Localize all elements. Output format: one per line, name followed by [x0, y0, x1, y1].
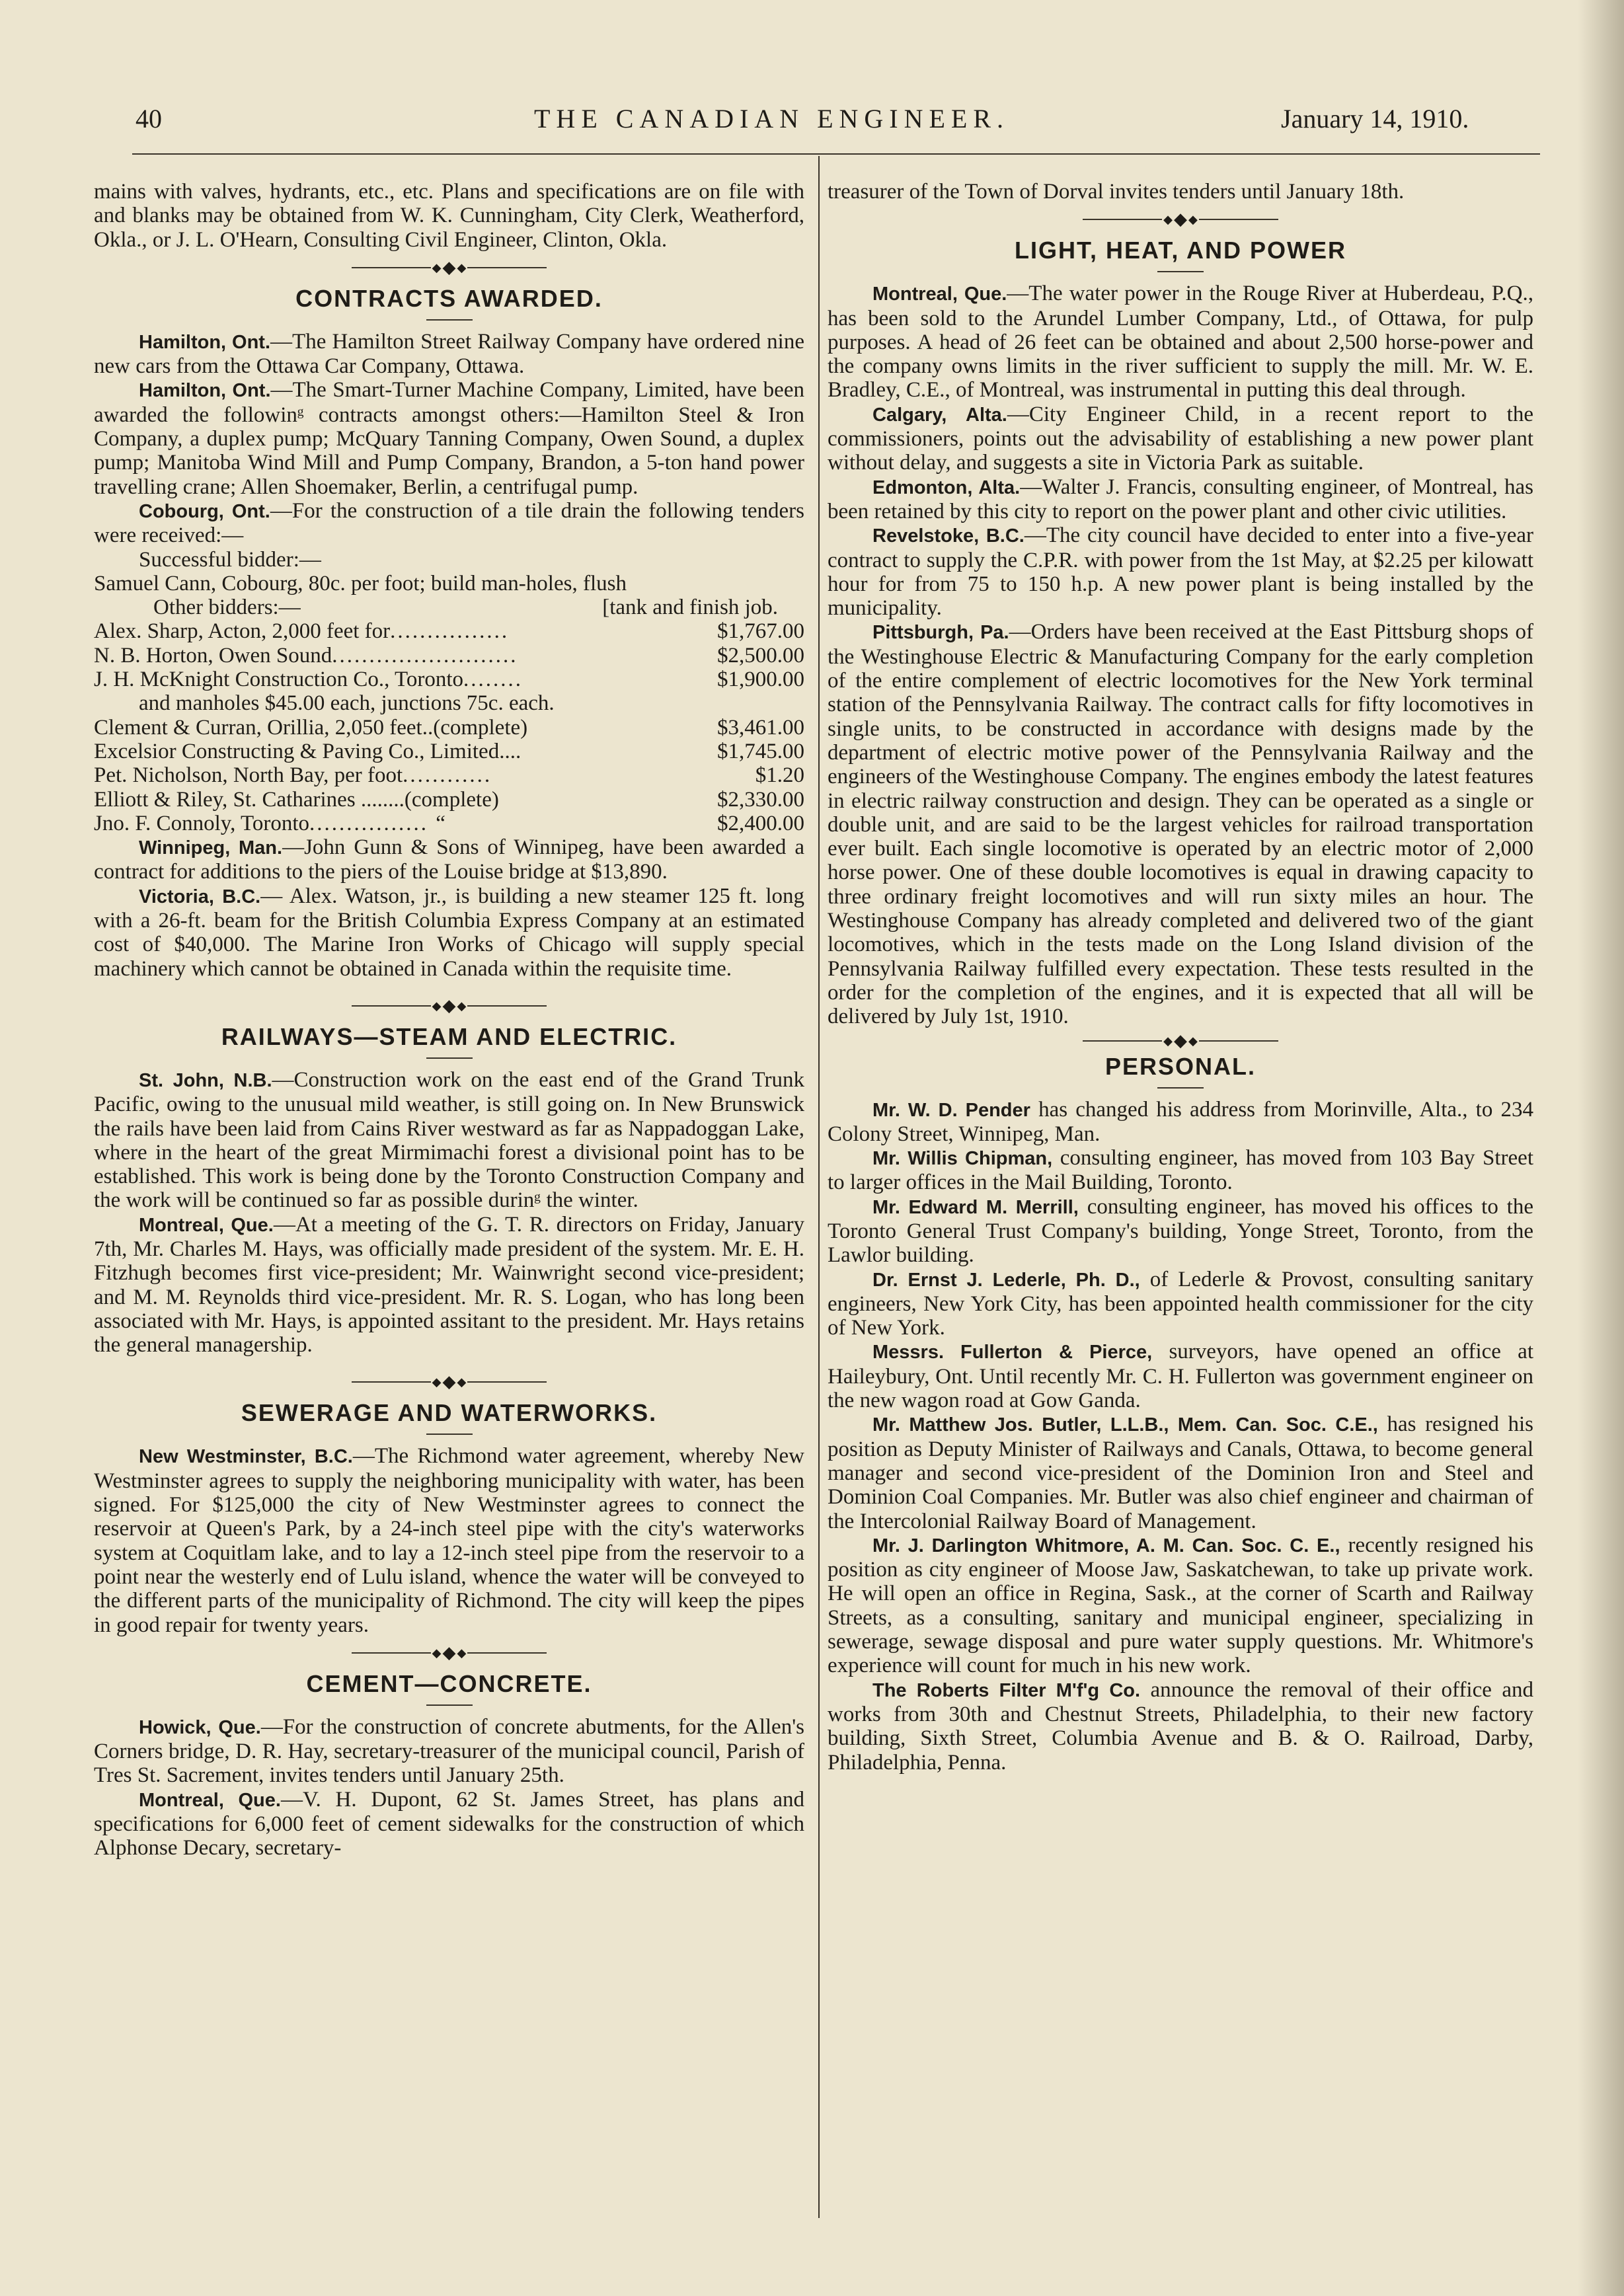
item-fullerton: [828, 1340, 1533, 1412]
item-lead: Montreal, Que.: [872, 284, 1007, 305]
item-pender: [828, 1098, 1533, 1147]
item-text: —The Hamilton Street Railway Company have ordered nine new cars from the Ottawa Car Company, Ottawa.: [94, 329, 804, 379]
issue-date: January 14, 1910.: [1281, 104, 1469, 134]
column-divider: [818, 156, 820, 2218]
ornament-divider: ◆ ◆ ◆: [828, 211, 1533, 227]
item-lead: Mr. Willis Chipman,: [872, 1148, 1053, 1170]
item-lead: The Roberts Filter M'f'g Co.: [872, 1679, 1141, 1701]
item-lead: Cobourg, Ont.: [139, 500, 270, 522]
item-lead: Pittsburgh, Pa.: [872, 622, 1009, 644]
header-rule: [132, 153, 1540, 155]
section-heading-personal: PERSONAL.: [1104, 1052, 1257, 1080]
page-number: 40: [135, 104, 162, 134]
journal-title: THE CANADIAN ENGINEER.: [534, 104, 1010, 134]
ornament-divider: ◆ ◆ ◆: [94, 998, 804, 1014]
item-lead: Edmonton, Alta.: [872, 477, 1021, 498]
item-lederle: [828, 1268, 1533, 1340]
item-lead: Calgary, Alta.: [872, 404, 1007, 426]
item-text: of Lederle & Provost, consulting sanitary engineers, New York City, has been appointed health commissioner for the city of New York.: [828, 1267, 1534, 1340]
item-text: surveyors, have opened an office at Haileybury, Ont. Until recently Mr. C. H. Fullerton was government engineer on the new wagon road at Gow Ganda.: [828, 1340, 1533, 1413]
item-hamilton-2: [94, 378, 804, 498]
item-butler: [828, 1412, 1533, 1533]
item-montreal-railway: [94, 1213, 804, 1358]
item-st-john: [94, 1068, 804, 1213]
item-text: —The Smart-Turner Machine Company, Limited, have been awarded the followinᵍ contracts amongst others:—Hamilton Steel & Iron Company, a duplex pump; McQuary Tanning Company, Owen Sound, a duplex pump; Manitoba Wind Mill and Pump Company, Brandon, a 5-ton hand power travelling crane; Allen Shoemaker, Berlin, a centrifugal pump.: [94, 378, 804, 499]
heading-rule: [1157, 1087, 1204, 1089]
item-text: —Walter J. Francis, consulting engineer, of Montreal, has been retained by this city to report on the power plant and other civic utilities.: [828, 475, 1533, 523]
item-text: has resigned his position as Deputy Minister of Railways and Canals, Ottawa, to become general manager and second vice-president of the Dominion Iron and Steel and Dominion Coal Companies. Mr. Butler was also chief engineer and chairman of the Intercolonial Railway Board of Management.: [828, 1412, 1533, 1533]
tender-row: N. B. Horton, Owen Sound ......................... $2,500.00: [94, 643, 804, 668]
item-victoria: [94, 884, 804, 981]
item-pittsburgh: [828, 620, 1533, 1028]
heading-rule: [426, 1057, 473, 1059]
section-heading-cement: CEMENT—CONCRETE.: [306, 1669, 592, 1697]
tank-note: [tank and finish job.: [602, 595, 778, 620]
item-lead: Montreal, Que.: [139, 1214, 274, 1236]
item-text: — Alex. Watson, jr., is building a new steamer 125 ft. long with a 26-ft. beam for the British Columbia Express Company at an estimated cost of $40,000. The Marine Iron Works of Chicago will supply special machinery which cannot be obtained in Canada within the requisite time.: [94, 884, 804, 981]
ornament-divider: ◆ ◆ ◆: [94, 1374, 804, 1390]
successful-bidder-line: Samuel Cann, Cobourg, 80c. per foot; build man-holes, flush: [94, 571, 627, 595]
right-column: [828, 180, 1533, 1775]
item-lead: St. John, N.B.: [139, 1069, 272, 1091]
heading-rule: [426, 1704, 473, 1706]
heading-rule: [1157, 271, 1204, 272]
other-bidders-label: Other bidders:—: [153, 595, 301, 620]
item-lead: New Westminster, B.C.: [139, 1446, 353, 1468]
item-lead: Winnipeg, Man.: [139, 837, 283, 859]
item-hamilton-1: [94, 330, 804, 379]
item-lead: Revelstoke, B.C.: [872, 525, 1025, 547]
item-merrill: [828, 1195, 1533, 1268]
item-text: consulting engineer, has moved his offices to the Toronto General Trust Company's building, Yonge Street, Toronto, from the Lawlor building.: [828, 1194, 1533, 1268]
item-lead: Mr. Matthew Jos. Butler, L.L.B., Mem. Can. Soc. C.E.,: [872, 1414, 1378, 1436]
item-whitmore: [828, 1533, 1533, 1678]
item-lead: Victoria, B.C.: [139, 886, 261, 907]
item-revelstoke: [828, 523, 1533, 620]
ornament-divider: ◆ ◆ ◆: [94, 1645, 804, 1661]
item-chipman: [828, 1146, 1533, 1195]
tender-row: Alex. Sharp, Acton, 2,000 feet for ................ $1,767.00: [94, 619, 804, 644]
item-text: —The water power in the Rouge River at Huberdeau, P.Q., has been sold to the Arundel Lumber Company, Ltd., of Ottawa, for pulp purposes. A head of 26 feet can be obtained and about 2,500 horse-power and the company owns limits in the river sufficient to supply the mill. Mr. W. E. Bradley, C.E., of Montreal, was instrumental in putting this deal through.: [828, 282, 1533, 402]
other-bidders-row: [94, 595, 804, 619]
continued-paragraph: treasurer of the Town of Dorval invites tenders until January 18th.: [828, 180, 1405, 204]
item-roberts-filter: [828, 1678, 1533, 1775]
left-column: [94, 180, 804, 1860]
item-new-westminster: [94, 1444, 804, 1636]
tender-list-2: [94, 716, 804, 835]
item-lead: Hamilton, Ont.: [139, 331, 271, 353]
section-heading-sewerage: SEWERAGE AND WATERWORKS.: [241, 1399, 658, 1427]
item-text: —For the construction of concrete abutments, for the Allen's Corners bridge, D. R. Hay, secretary-treasurer of the municipal council, Parish of Tres St. Sacrement, invites tenders until January 25th.: [94, 1714, 804, 1788]
item-calgary: [828, 402, 1533, 475]
item-cobourg: [94, 499, 804, 548]
item-text: announce the removal of their office and works from 30th and Chestnut Streets, Philadelphia, to their new factory building, Sixth Street, Columbia Avenue and B. & O. Railroad, Darby, Philadelphia, Penna.: [828, 1677, 1533, 1775]
item-lead: Mr. Edward M. Merrill,: [872, 1196, 1079, 1218]
manholes-note: and manholes $45.00 each, junctions 75c. each.: [139, 691, 555, 716]
continued-paragraph: mains with valves, hydrants, etc., etc. Plans and specifications are on file with and blanks may be obtained from W. K. Cunningham, City Clerk, Weatherford, Okla., or J. L. O'Hearn, Consulting Civil Engineer, Clinton, Okla.: [94, 180, 804, 252]
item-montreal-power: [828, 282, 1533, 402]
section-heading-light: LIGHT, HEAT, AND POWER: [1015, 237, 1346, 264]
item-lead: Howick, Que.: [139, 1716, 261, 1738]
item-lead: Messrs. Fullerton & Pierce,: [872, 1342, 1153, 1363]
ornament-divider: ◆ ◆ ◆: [828, 1033, 1533, 1049]
item-lead: Dr. Ernst J. Lederle, Ph. D.,: [872, 1269, 1140, 1291]
section-heading-railways: RAILWAYS—STEAM AND ELECTRIC.: [221, 1022, 677, 1050]
item-lead: Mr. J. Darlington Whitmore, A. M. Can. Soc. C. E.,: [872, 1535, 1340, 1556]
item-text: recently resigned his position as city engineer of Moose Jaw, Saskatchewan, to take up private work. He will open an office in Regina, Sask., at the corner of Scarth and Railway Streets, as a consulting, sanitary and municipal engineer, specializing in sewerage, sewage disposal and pure water supply questions. Mr. Whitmore's experience will count for much in his new work.: [828, 1533, 1533, 1678]
item-text: —Orders have been received at the East Pittsburg shops of the Westinghouse Electric & Manufacturing Company for the early completion of the entire complement of electric locomotives for the New York terminal station of the Pennsylvania Railway. The contract calls for fifty locomotives in single units, to be constructed in accordance with designs made by the department of electric motive power of the Pennsylvania Railway and the engineers of the Westinghouse Company. The engines embody the latest features in electric railway construction and design. They can be operated as a single or double unit, and are said to be the largest vehicles for railroad transportation ever built. Each single locomotive is operated by an electric motor of 2,000 horse power. One of these double locomotives is equal in drawing capacity to three ordinary freight locomotives and will run sixty miles an hour. The Westinghouse Company has already completed and delivered two of the giant locomotives, which in the tests made on the Long Island division of the Pennsylvania Railway fulfilled every expectation. These tests resulted in the order for the completion of the engines, and it is expected that all will be delivered by July 1st, 1910.: [828, 620, 1533, 1029]
page-edge-shadow: [1578, 0, 1624, 2296]
item-edmonton: [828, 475, 1533, 524]
item-lead: Montreal, Que.: [139, 1789, 281, 1811]
item-text: —For the construction of a tile drain the following tenders were received:—: [94, 498, 804, 548]
item-text: —At a meeting of the G. T. R. directors on Friday, January 7th, Mr. Charles M. Hays, was officially made president of the system. Mr. E. H. Fitzhugh becomes first vice-president; Mr. Wainwright second vice-president; and M. M. Reynolds third vice-president. Mr. R. S. Logan, who has long been associated with Mr. Hays, is appointed assitant to the president. Mr. Hays retains the general managership.: [94, 1212, 804, 1358]
ornament-divider: ◆ ◆ ◆: [94, 260, 804, 276]
tender-row: Jno. F. Connoly, Toronto ................ “ $2,400.00: [94, 811, 804, 835]
tender-row: Excelsior Constructing & Paving Co., Limited.... $1,745.00: [94, 739, 804, 763]
tender-row: Elliott & Riley, St. Catharines ........(complete) $2,330.00: [94, 787, 804, 812]
item-text: —The city council have decided to enter into a five-year contract to supply the C.P.R. with power from the 1st May, at $2.25 per kilowatt hour for from 75 to 150 h.p. A new power plant is being installed by the municipality.: [828, 523, 1533, 621]
item-text: —The Richmond water agreement, whereby New Westminster agrees to supply the neighboring municipality with water, has been signed. For $125,000 the city of New Westminster agrees to connect the reservoir at Queen's Park, by a 24-inch steel pipe with the city's waterworks system at Coquitlam lake, and to lay a 12-inch steel pipe from the reservoir to a point near the westerly end of Lulu island, whence the water will be conveyed to the different parts of the municipality of Richmond. The city will keep the pipes in good repair for twenty years.: [94, 1444, 805, 1637]
successful-bidder-label: Successful bidder:—: [139, 547, 321, 572]
tender-row: Clement & Curran, Orillia, 2,050 feet..(complete) $3,461.00: [94, 715, 804, 740]
item-lead: Hamilton, Ont.: [139, 380, 271, 402]
item-text: —V. H. Dupont, 62 St. James Street, has plans and specifications for 6,000 feet of cement sidewalks for the construction of which Alphonse Decary, secretary-: [94, 1787, 804, 1860]
item-lead: Mr. W. D. Pender: [872, 1099, 1030, 1121]
item-text: —City Engineer Child, in a recent report to the commissioners, points out the advisability of establishing a new power plant without delay, and suggests a site in Victoria Park as suitable.: [828, 402, 1533, 475]
tender-row: J. H. McKnight Construction Co., Toronto ........ $1,900.00: [94, 668, 804, 692]
item-montreal-cement: [94, 1788, 804, 1860]
section-heading-contracts: CONTRACTS AWARDED.: [295, 284, 603, 312]
item-winnipeg: [94, 835, 804, 884]
item-text: —Construction work on the east end of the Grand Trunk Pacific, owing to the unusual mild weather, is still going on. In New Brunswick the rails have been laid from Cains River westward as far as Nappadoggan Lake, where in the heart of the great Mirmimachi forest a divisional point has to be established. This work is being done by the Toronto Construction Company and the work will be continued so far as possible durinᵍ the winter.: [94, 1067, 804, 1213]
item-howick: [94, 1715, 804, 1788]
heading-rule: [426, 319, 473, 321]
tender-list-1: [94, 619, 804, 691]
item-text: —John Gunn & Sons of Winnipeg, have been awarded a contract for additions to the piers of the Louise bridge at $13,890.: [94, 835, 804, 884]
item-text: has changed his address from Morinville, Alta., to 234 Colony Street, Winnipeg, Man.: [828, 1097, 1534, 1146]
heading-rule: [426, 1434, 473, 1435]
tender-row: Pet. Nicholson, North Bay, per foot ............ $1.20: [94, 763, 804, 788]
item-text: consulting engineer, has moved from 103 Bay Street to larger offices in the Mail Building, Toronto.: [828, 1146, 1534, 1195]
